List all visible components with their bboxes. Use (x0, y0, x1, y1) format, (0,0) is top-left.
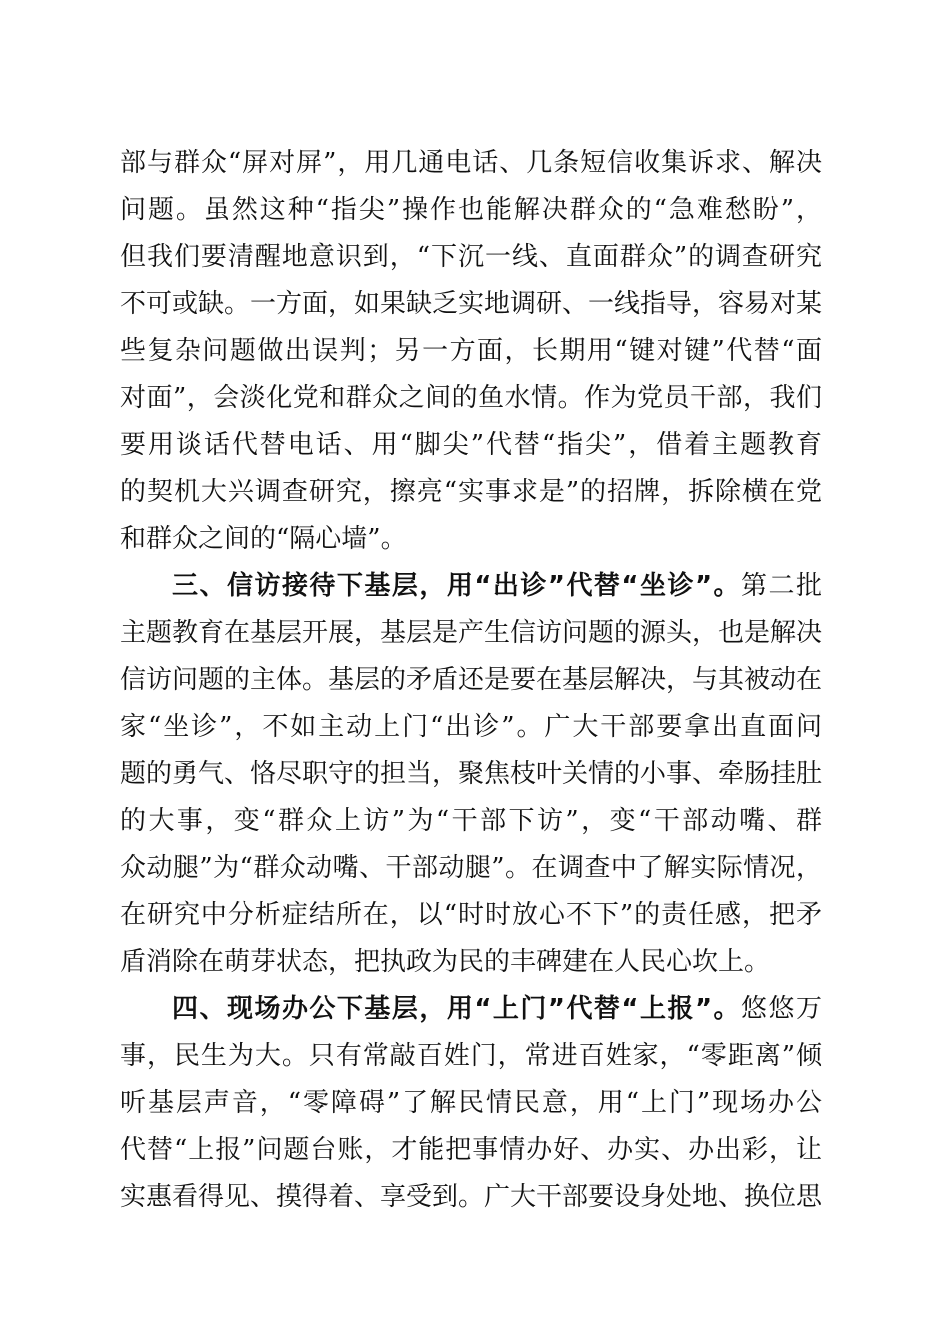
text-line: 不可或缺。一方面，如果缺乏实地调研、一线指导，容易对某 (120, 289, 823, 319)
text-line: 众动腿”为“群众动嘴、干部动腿”。在调查中了解实际情况， (120, 853, 822, 883)
text-line: 和群众之间的“隔心墙”。 (120, 524, 407, 554)
text-line: 题的勇气、恪尽职守的担当，聚焦枝叶关情的小事、牵肠挂肚 (120, 759, 823, 789)
text-line: 家“坐诊”，不如主动上门“出诊”。广大干部要拿出直面问 (120, 712, 822, 742)
text-line: 问题。虽然这种“指尖”操作也能解决群众的“急难愁盼”， (120, 195, 822, 225)
text-line: 听基层声音，“零障碍”了解民情民意，用“上门”现场办公 (120, 1088, 822, 1118)
text-line: 的契机大兴调查研究，擦亮“实事求是”的招牌，拆除横在党 (120, 477, 822, 507)
text-line: 信访问题的主体。基层的矛盾还是要在基层解决，与其被动在 (120, 665, 823, 695)
section-four-heading: 四、现场办公下基层，用“上门”代替“上报”。 (172, 994, 742, 1024)
section-three-first-line (120, 563, 822, 610)
text-line: 主题教育在基层开展，基层是产生信访问题的源头，也是解决 (120, 618, 823, 648)
section-four-paragraph (120, 986, 822, 1221)
section-three-heading: 三、信访接待下基层，用“出诊”代替“坐诊”。 (172, 571, 742, 601)
text-line: 在研究中分析症结所在，以“时时放心不下”的责任感，把矛 (120, 900, 822, 930)
text-line: 实惠看得见、摸得着、享受到。广大干部要设身处地、换位思 (120, 1182, 823, 1212)
section-three-paragraph (120, 563, 822, 986)
text-line: 要用谈话代替电话、用“脚尖”代替“指尖”，借着主题教育 (120, 430, 822, 460)
section-four-first-line-rest: 悠悠万 (741, 994, 822, 1024)
text-line: 对面”，会淡化党和群众之间的鱼水情。作为党员干部，我们 (120, 383, 822, 413)
document-body (120, 140, 822, 1221)
section-four-first-line (120, 986, 822, 1033)
text-line: 事，民生为大。只有常敲百姓门，常进百姓家，“零距离”倾 (120, 1041, 822, 1071)
text-line: 代替“上报”问题台账，才能把事情办好、办实、办出彩，让 (120, 1135, 822, 1165)
section-three-first-line-rest: 第二批 (741, 571, 822, 601)
text-line: 的大事，变“群众上访”为“干部下访”，变“干部动嘴、群 (120, 806, 822, 836)
paragraph-continuation (120, 140, 822, 563)
text-line: 盾消除在萌芽状态，把执政为民的丰碑建在人民心坎上。 (120, 947, 771, 977)
text-line: 但我们要清醒地意识到，“下沉一线、直面群众”的调查研究 (120, 242, 822, 272)
text-line: 部与群众“屏对屏”，用几通电话、几条短信收集诉求、解决 (120, 148, 822, 178)
text-line: 些复杂问题做出误判；另一方面，长期用“键对键”代替“面 (120, 336, 822, 366)
